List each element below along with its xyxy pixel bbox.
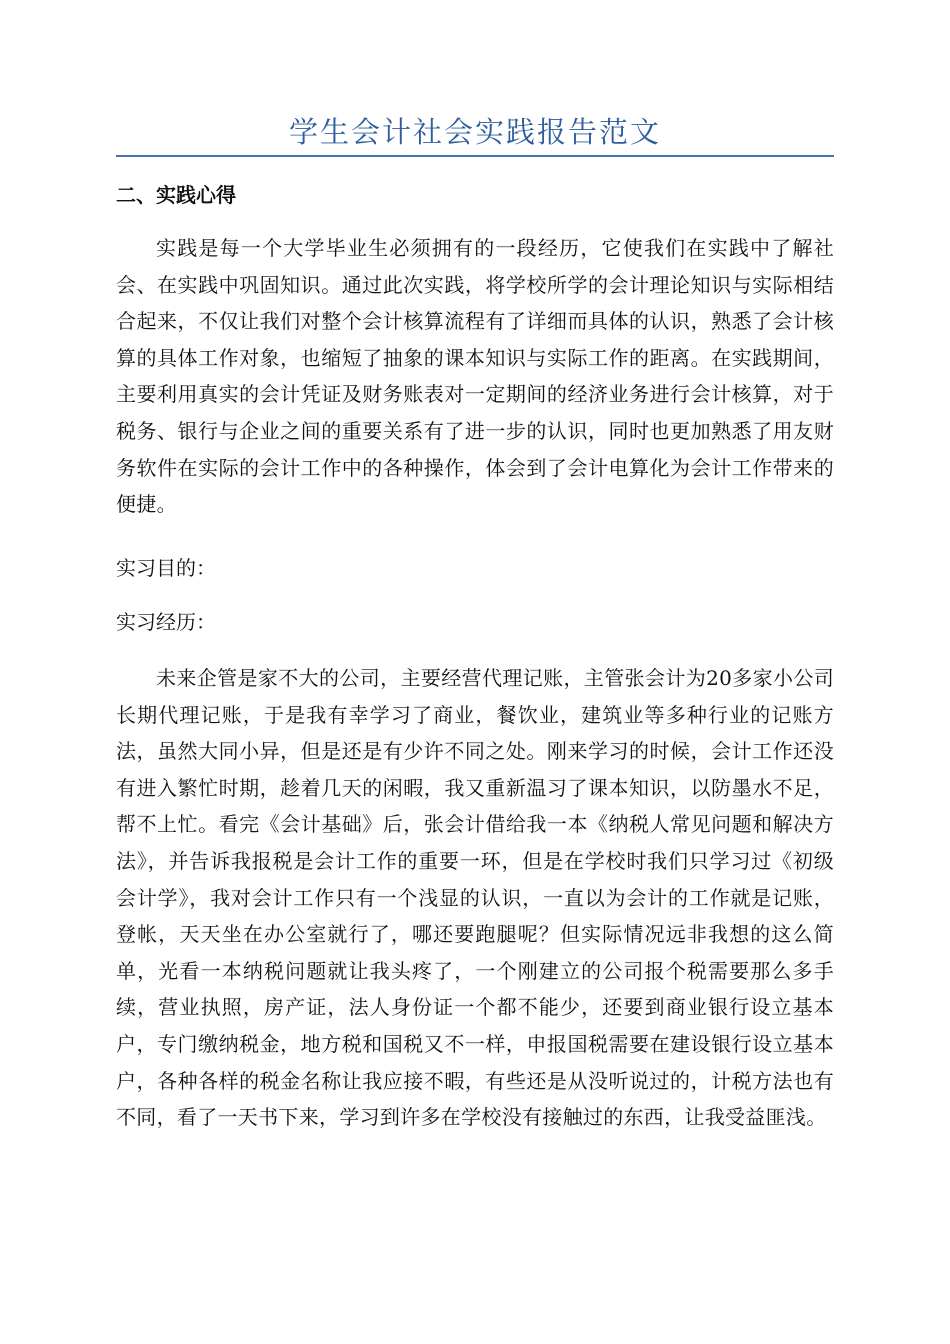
title-underline	[116, 155, 834, 157]
label-internship-experience: 实习经历：	[116, 610, 216, 634]
paragraph-practice-reflection: 实践是每一个大学毕业生必须拥有的一段经历，它使我们在实践中了解社会、在实践中巩固知识。通过此次实践，将学校所学的会计理论知识与实际相结合起来，不仅让我们对整个会计核算流程有了详细而具体的认识，熟悉了会计核算的具体工作对象，也缩短了抽象的课本知识与实际工作的距离。在实践期间，主要利用真实的会计凭证及财务账表对一定期间的经济业务进行会计核算，对于税务、银行与企业之间的重要关系有了进一步的认识，同时也更加熟悉了用友财务软件在实际的会计工作中的各种操作，体会到了会计电算化为会计工作带来的便捷。	[116, 236, 834, 517]
paragraph-internship-experience: 未来企管是家不大的公司，主要经营代理记账，主管张会计为20多家小公司长期代理记账，于是我有幸学习了商业，餐饮业，建筑业等多种行业的记账方法，虽然大同小异，但是还是有少许不同之处。刚来学习的时候，会计工作还没有进入繁忙时期，趁着几天的闲暇，我又重新温习了课本知识，以防墨水不足，帮不上忙。看完《会计基础》后，张会计借给我一本《纳税人常见问题和解决方法》，并告诉我报税是会计工作的重要一环，但是在学校时我们只学习过《初级会计学》，我对会计工作只有一个浅显的认识，一直以为会计的工作就是记账，登帐，天天坐在办公室就行了，哪还要跑腿呢？但实际情况远非我想的这么简单，光看一本纳税问题就让我头疼了，一个刚建立的公司报个税需要那么多手续，营业执照，房产证，法人身份证一个都不能少，还要到商业银行设立基本户，专门缴纳税金，地方税和国税又不一样，申报国税需要在建设银行设立基本户，各种各样的税金名称让我应接不暇，有些还是从没听说过的，计税方法也有不同，看了一天书下来，学习到许多在学校没有接触过的东西，让我受益匪浅。	[116, 666, 834, 1130]
section-heading: 二、实践心得	[116, 183, 236, 207]
document-title: 学生会计社会实践报告范文	[288, 115, 661, 149]
label-internship-purpose: 实习目的：	[116, 556, 216, 580]
